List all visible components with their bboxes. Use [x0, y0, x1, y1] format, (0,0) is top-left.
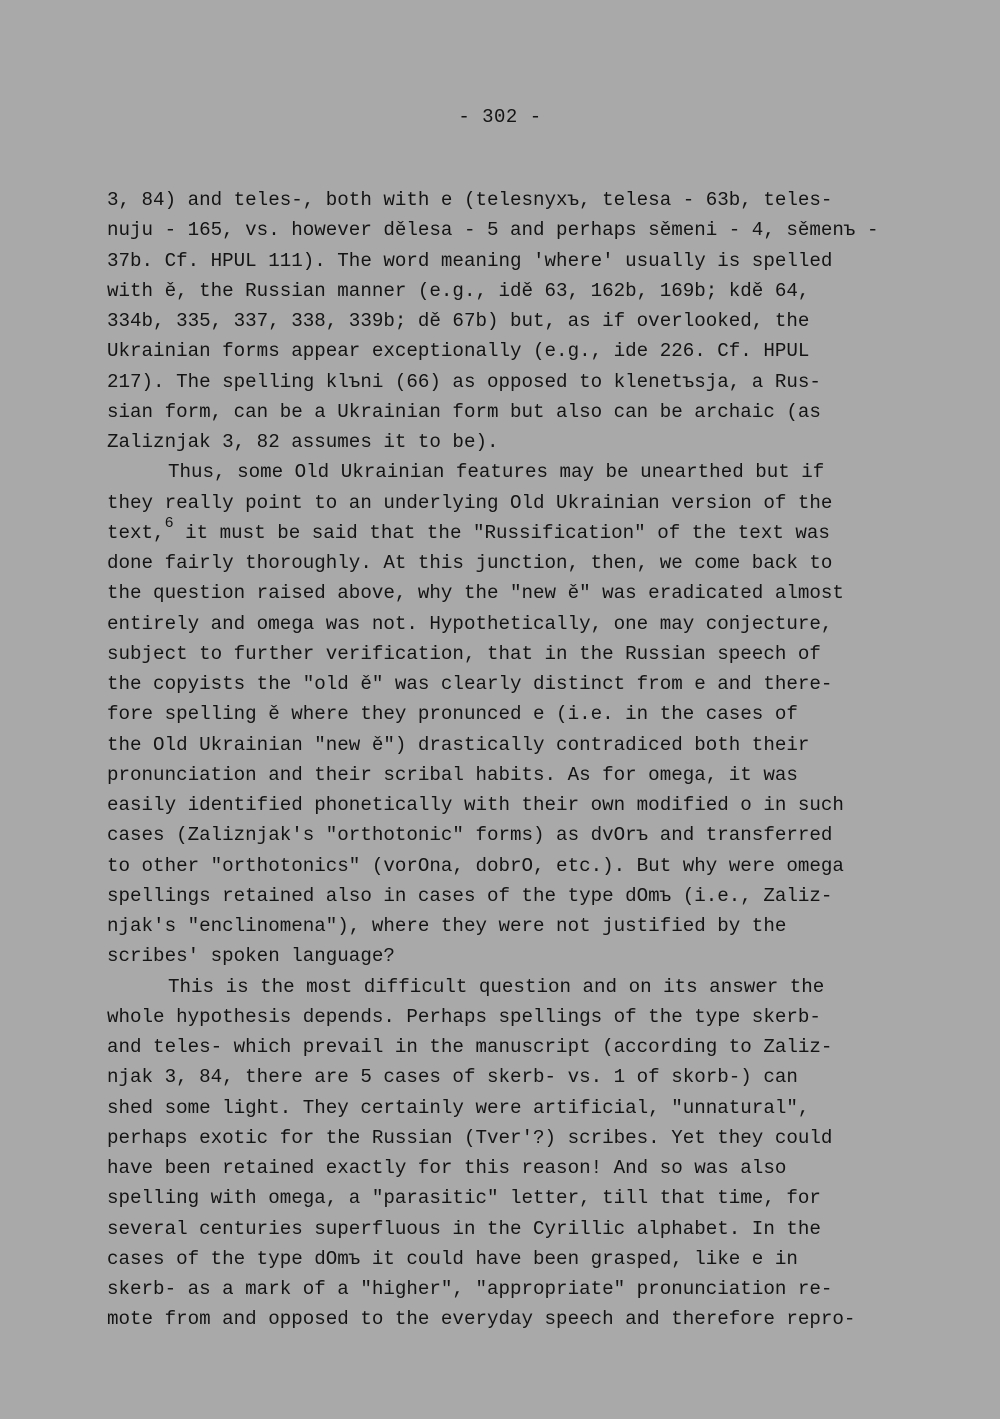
text-line: spellings retained also in cases of the type dOmъ (i.e., Zaliz-	[107, 884, 833, 907]
text-line: entirely and omega was not. Hypothetically, one may conjecture,	[107, 612, 833, 635]
text-line: subject to further verification, that in the Russian speech of	[107, 642, 821, 665]
text-line: 217). The spelling klъni (66) as opposed to klenetъsja, a Rus-	[107, 370, 821, 393]
body-text	[107, 185, 907, 1335]
text-line: mote from and opposed to the everyday speech and therefore repro-	[107, 1308, 856, 1331]
text-line: njak 3, 84, there are 5 cases of skerb- vs. 1 of skorb-) can	[107, 1066, 798, 1089]
text-fragment: it must be said that the "Russification" of the text was	[173, 521, 830, 544]
text-line: several centuries superfluous in the Cyrillic alphabet. In the	[107, 1217, 821, 1240]
text-line: Zaliznjak 3, 82 assumes it to be).	[107, 431, 499, 453]
text-line: njak's "enclinomena"), where they were not justified by the	[107, 915, 787, 937]
footnote-marker: 6	[164, 514, 174, 532]
text-line: the question raised above, why the "new ě" was eradicated almost	[107, 582, 844, 605]
text-line: shed some light. They certainly were artificial, "unnatural",	[107, 1096, 810, 1119]
page-number: - 302 -	[458, 106, 542, 128]
text-line: the Old Ukrainian "new ě") drastically contradiced both their	[107, 733, 810, 756]
text-line: skerb- as a mark of a "higher", "appropriate" pronunciation re-	[107, 1278, 833, 1300]
text-line: This is the most difficult question and on its answer the	[168, 975, 825, 998]
text-line: to other "orthotonics" (vorOna, dobrO, etc.). But why were omega	[107, 854, 844, 877]
text-fragment: text,	[107, 521, 165, 544]
text-line: with ě, the Russian manner (e.g., idě 63, 162b, 169b; kdě 64,	[107, 279, 810, 302]
text-line: and teles- which prevail in the manuscript (according to Zaliz-	[107, 1036, 833, 1058]
text-line: 3, 84) and teles-, both with e (telesnyxъ, telesa - 63b, teles-	[107, 189, 833, 211]
text-line: done fairly thoroughly. At this junction, then, we come back to	[107, 552, 833, 574]
text-line: easily identified phonetically with their own modified o in such	[107, 794, 844, 816]
text-line: the copyists the "old ě" was clearly distinct from e and there-	[107, 673, 833, 695]
text-line: cases of the type dOmъ it could have been grasped, like e in	[107, 1247, 798, 1270]
text-line: they really point to an underlying Old Ukrainian version of the	[107, 491, 833, 514]
text-line: fore spelling ě where they pronunced e (i.e. in the cases of	[107, 703, 798, 726]
text-line: perhaps exotic for the Russian (Tver'?) scribes. Yet they could	[107, 1126, 833, 1149]
text-line: spelling with omega, a "parasitic" letter, till that time, for	[107, 1187, 821, 1210]
text-line-with-footnote	[107, 514, 907, 548]
text-line: 37b. Cf. HPUL 111). The word meaning 'where' usually is spelled	[107, 249, 833, 272]
text-line: have been retained exactly for this reason! And so was also	[107, 1157, 787, 1179]
text-line: whole hypothesis depends. Perhaps spellings of the type skerb-	[107, 1005, 821, 1028]
text-line: nuju - 165, vs. however dělesa - 5 and perhaps sěmeni - 4, sěmenъ -	[107, 219, 879, 242]
text-line: Thus, some Old Ukrainian features may be unearthed but if	[168, 461, 825, 484]
text-line: scribes' spoken language?	[107, 945, 395, 968]
text-line: cases (Zaliznjak's "orthotonic" forms) as dvOrъ and transferred	[107, 824, 833, 847]
text-line: sian form, can be a Ukrainian form but also can be archaic (as	[107, 400, 821, 423]
text-line: 334b, 335, 337, 338, 339b; dě 67b) but, as if overlooked, the	[107, 310, 810, 332]
text-line: pronunciation and their scribal habits. As for omega, it was	[107, 763, 798, 786]
text-line: Ukrainian forms appear exceptionally (e.g., ide 226. Cf. HPUL	[107, 340, 810, 363]
